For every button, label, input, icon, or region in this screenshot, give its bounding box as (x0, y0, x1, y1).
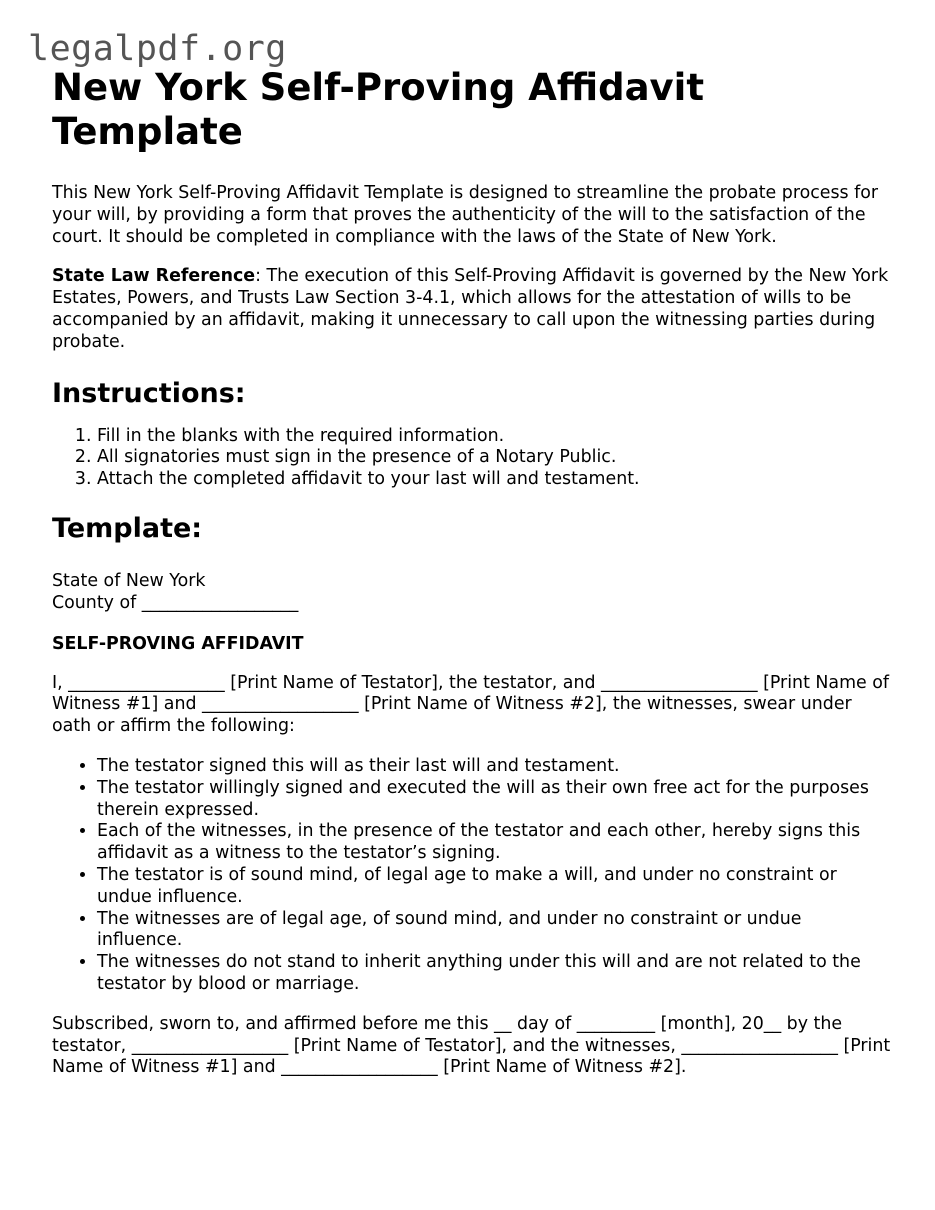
template-heading: Template: (52, 512, 203, 544)
subscribed-paragraph: Subscribed, sworn to, and affirmed before me this __ day of _________ [month], 20__ by the testator, __________________ [Print Name of Testator], and the witnesses, __________________ [Print Name of Witness #1] and __________________ [Print Name of Witness #2]. (52, 1013, 891, 1078)
state-law-paragraph (52, 266, 892, 353)
venue-block (52, 571, 892, 615)
affirmation-item: • Each of the witnesses, in the presence of the testator and each other, hereby signs this affidavit as a witness to the testator’s signing. (97, 821, 892, 865)
affirmation-item: • The witnesses do not stand to inherit anything under this will and are not related to the testator by blood or marriage. (97, 952, 892, 996)
instruction-item: 1. Fill in the blanks with the required information. (97, 426, 892, 448)
document-title: New York Self-Proving Affidavit Template (52, 66, 705, 153)
state-line: State of New York (52, 570, 206, 591)
instructions-list (52, 426, 892, 491)
affirmation-item: • The testator signed this will as their last will and testament. (97, 756, 892, 778)
instruction-item: 2. All signatories must sign in the presence of a Notary Public. (97, 447, 892, 469)
document-page (52, 66, 892, 1079)
affidavit-title: SELF-PROVING AFFIDAVIT (52, 633, 304, 654)
state-law-text: : The execution of this Self-Proving Affidavit is governed by the New York Estates, Powers, and Trusts Law Section 3-4.1, which allows for the attestation of wills to be accompanied by an affidavit, making it unnecessary to call upon the witnessing parties during probate. (52, 266, 889, 352)
watermark-logo: legalpdf.org (28, 29, 287, 69)
affirmation-item: • The witnesses are of legal age, of sound mind, and under no constraint or undue influence. (97, 909, 892, 953)
county-line: County of __________________ (52, 592, 299, 613)
affirmation-item: • The testator willingly signed and executed the will as their own free act for the purposes therein expressed. (97, 778, 892, 822)
affirmation-item: • The testator is of sound mind, of legal age to make a will, and under no constraint or undue influence. (97, 865, 892, 909)
instruction-item: 3. Attach the completed affidavit to your last will and testament. (97, 469, 892, 491)
state-law-label: State Law Reference (52, 266, 256, 287)
instructions-heading: Instructions: (52, 377, 246, 409)
oath-paragraph: I, __________________ [Print Name of Testator], the testator, and __________________ [Print Name of Witness #1] and __________________ [Print Name of Witness #2], the witnesses, swear under oath or affirm the following: (52, 672, 890, 737)
intro-paragraph: This New York Self-Proving Affidavit Template is designed to streamline the probate process for your will, by providing a form that proves the authenticity of the will to the satisfaction of the court. It should be completed in compliance with the laws of the State of New York. (52, 183, 879, 247)
affirmations-list (52, 756, 892, 996)
